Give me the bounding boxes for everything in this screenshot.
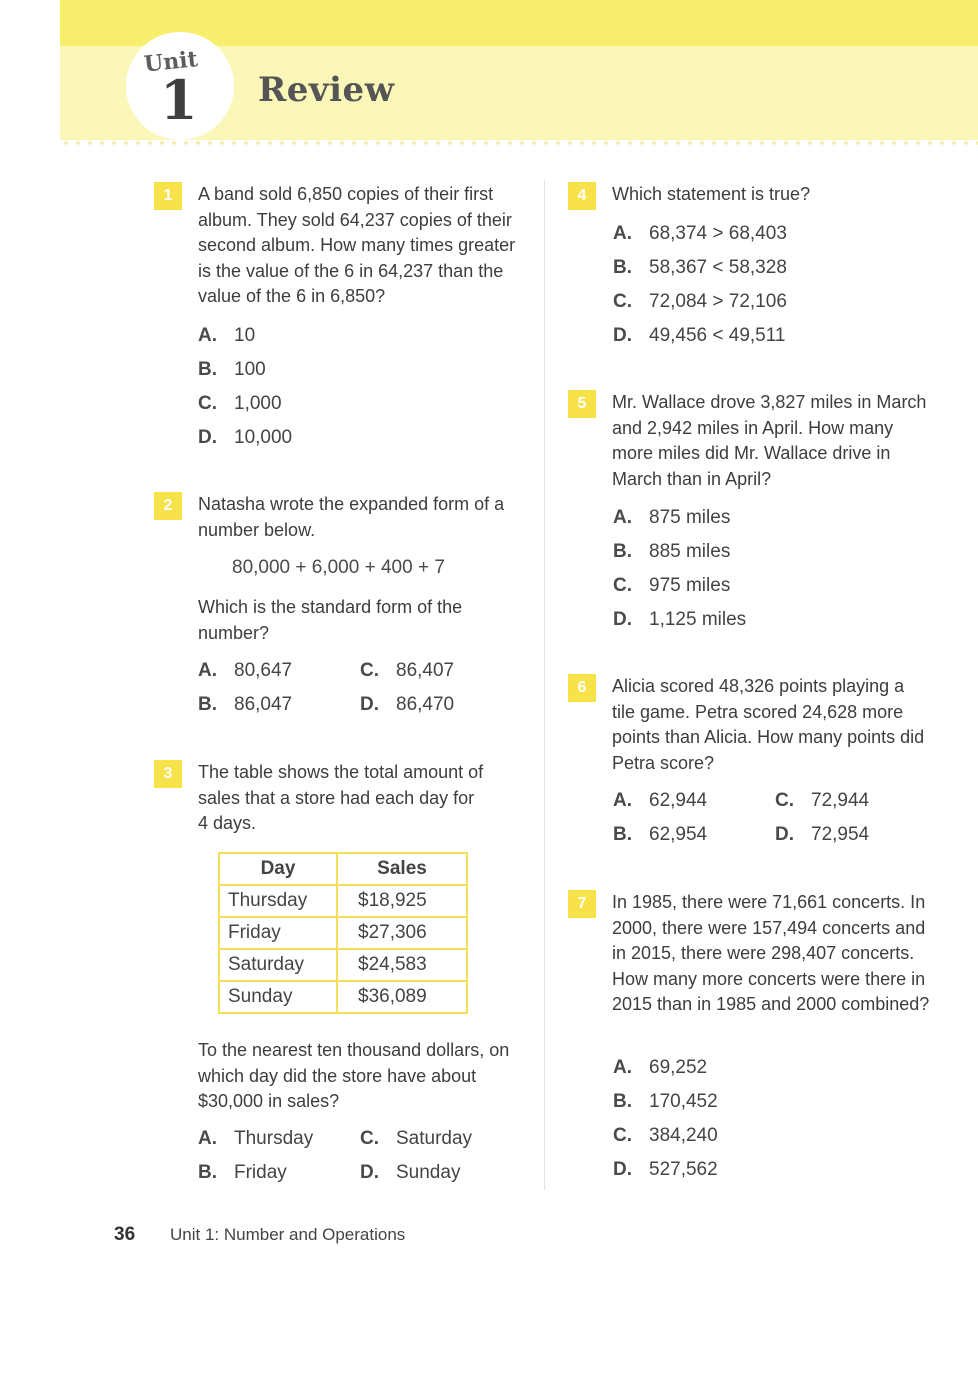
question-number-badge: 7 [568,890,596,918]
expanded-form-expression: 80,000 + 6,000 + 400 + 7 [232,557,445,578]
choice-letter: C. [613,575,632,596]
question-number-badge: 5 [568,390,596,418]
choice-text: 100 [234,359,266,380]
footer-unit-label: Unit 1: Number and Operations [170,1225,406,1244]
table-header: Day [219,853,337,885]
choice-letter: B. [613,824,632,845]
choice-letter: A. [613,1057,632,1078]
choice-text: 86,407 [396,660,455,681]
table-header-row [219,853,467,885]
header-dotted-border [60,140,978,146]
table-cell-day: Saturday [219,949,337,981]
question-text-followup: To the nearest ten thousand dollars, on which day did the store have about $30,000 in sales? [198,1040,510,1111]
answer-choice[interactable] [198,1162,287,1184]
answer-choice[interactable] [613,257,787,279]
answer-choice[interactable] [613,575,730,597]
table-header: Sales [337,853,467,885]
choice-text: 72,954 [811,824,870,845]
table-row [219,949,467,981]
choice-letter: B. [198,1162,217,1183]
choice-text: 62,944 [649,790,708,811]
choice-text: 68,374 > 68,403 [649,223,787,244]
unit-number: 1 [160,68,198,132]
choice-text: 62,954 [649,824,708,845]
answer-choice[interactable] [613,1091,718,1113]
choice-text: 69,252 [649,1057,708,1078]
answer-choice[interactable] [198,393,282,415]
page-title: Review [258,70,395,110]
question-number-badge: 6 [568,674,596,702]
answer-choice[interactable] [775,824,869,846]
answer-choice[interactable] [360,1128,472,1150]
choice-letter: A. [198,1128,217,1149]
question-text: A band sold 6,850 copies of their first album. They sold 64,237 copies of their second album. How many times greater is the value of the 6 in 64,237 than the value of the 6 in 6,850? [198,184,516,306]
choice-text: 10,000 [234,427,293,448]
choice-letter: C. [613,1125,632,1146]
table-cell-sales: $36,089 [337,981,467,1013]
question-text: The table shows the total amount of sales that a store had each day for 4 days. [198,762,484,833]
answer-choice[interactable] [613,223,787,245]
question-text-followup: Which is the standard form of the number? [198,597,463,643]
choice-letter: D. [198,427,217,448]
table-cell-sales: $27,306 [337,917,467,949]
choice-letter: C. [198,393,217,414]
table-cell-sales: $24,583 [337,949,467,981]
question-text: Mr. Wallace drove 3,827 miles in March and 2,942 miles in April. How many more miles did Mr. Wallace drive in March than in April? [612,392,927,489]
answer-choice[interactable] [360,660,454,682]
choice-letter: A. [198,325,217,346]
question-number-badge: 1 [154,182,182,210]
answer-choice[interactable] [198,359,266,381]
question-number-badge: 3 [154,760,182,788]
table-cell-day: Sunday [219,981,337,1013]
page-number: 36 [114,1224,136,1245]
answer-choice[interactable] [613,1057,707,1079]
question-text: Natasha wrote the expanded form of a number below. [198,494,505,540]
choice-letter: A. [198,660,217,681]
question-text: Which statement is true? [612,184,811,204]
choice-text: 86,470 [396,694,455,715]
choice-letter: C. [775,790,794,811]
choice-text: Saturday [396,1128,473,1149]
choice-letter: B. [198,694,217,715]
answer-choice[interactable] [198,325,255,347]
answer-choice[interactable] [360,1162,460,1184]
question-number-badge: 4 [568,182,596,210]
answer-choice[interactable] [613,609,746,631]
answer-choice[interactable] [198,660,292,682]
choice-text: 875 miles [649,507,731,528]
choice-text: Friday [234,1162,287,1183]
answer-choice[interactable] [360,694,454,716]
answer-choice[interactable] [613,790,707,812]
table-cell-day: Friday [219,917,337,949]
choice-letter: B. [613,541,632,562]
column-divider [544,180,545,1190]
choice-letter: B. [613,257,632,278]
choice-letter: B. [613,1091,632,1112]
unit-label: Unit [142,46,199,78]
choice-letter: C. [360,1128,379,1149]
choice-text: Sunday [396,1162,461,1183]
choice-text: 72,084 > 72,106 [649,291,787,312]
choice-letter: D. [775,824,794,845]
table-row [219,917,467,949]
choice-text: 975 miles [649,575,731,596]
table-row [219,885,467,917]
choice-letter: D. [613,1159,632,1180]
answer-choice[interactable] [198,1128,313,1150]
choice-letter: C. [613,291,632,312]
answer-choice[interactable] [613,824,707,846]
choice-text: 49,456 < 49,511 [649,325,786,346]
choice-letter: A. [613,790,632,811]
sales-table [218,852,468,1014]
choice-text: 1,000 [234,393,282,414]
choice-text: 86,047 [234,694,293,715]
answer-choice[interactable] [775,790,869,812]
choice-text: 72,944 [811,790,870,811]
choice-letter: D. [360,1162,379,1183]
question-text: Alicia scored 48,326 points playing a tile game. Petra scored 24,628 more points than Alicia. How many points did Petra score? [612,676,925,773]
question-number-badge: 2 [154,492,182,520]
choice-letter: D. [360,694,379,715]
choice-text: 10 [234,325,256,346]
table-cell-sales: $18,925 [337,885,467,917]
answer-choice[interactable] [613,1125,718,1147]
choice-text: Thursday [234,1128,314,1149]
choice-text: 384,240 [649,1125,718,1146]
choice-letter: A. [613,223,632,244]
question-text: In 1985, there were 71,661 concerts. In 2000, there were 157,494 concerts and in 2015, there were 298,407 concerts. How many more concerts were there in 2015 than in 1985 and 2000 combined? [612,892,930,1014]
answer-choice[interactable] [613,1159,718,1181]
choice-text: 1,125 miles [649,609,747,630]
choice-text: 170,452 [649,1091,718,1112]
choice-letter: D. [613,609,632,630]
answer-choice[interactable] [613,291,787,313]
table-row [219,981,467,1013]
choice-text: 527,562 [649,1159,718,1180]
answer-choice[interactable] [198,694,292,716]
choice-letter: A. [613,507,632,528]
choice-text: 58,367 < 58,328 [649,257,787,278]
choice-letter: C. [360,660,379,681]
choice-letter: B. [198,359,217,380]
answer-choice[interactable] [613,507,730,529]
choice-letter: D. [613,325,632,346]
choice-text: 885 miles [649,541,731,562]
answer-choice[interactable] [198,427,292,449]
answer-choice[interactable] [613,325,785,347]
answer-choice[interactable] [613,541,730,563]
table-cell-day: Thursday [219,885,337,917]
choice-text: 80,647 [234,660,293,681]
